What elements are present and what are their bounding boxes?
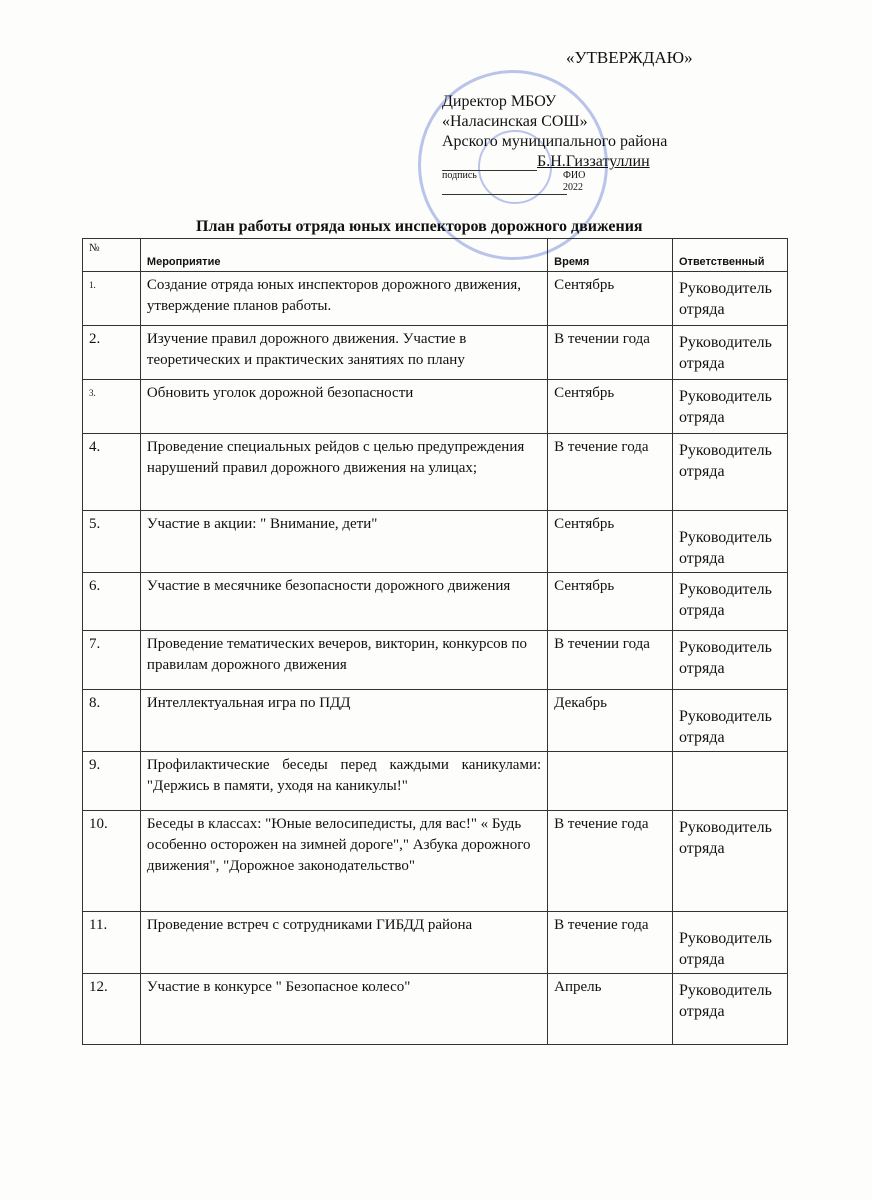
row-time: Сентябрь — [548, 380, 673, 434]
table-row — [83, 573, 788, 631]
row-time: В течении года — [548, 631, 673, 690]
row-responsible: Руководитель отряда — [673, 272, 788, 326]
row-event: Проведение специальных рейдов с целью предупреждения нарушений правил дорожного движения на улицах; — [140, 434, 547, 511]
row-responsible: Руководитель отряда — [673, 511, 788, 573]
row-number: 4. — [83, 434, 141, 511]
row-event: Проведение встреч с сотрудниками ГИБДД района — [140, 912, 547, 974]
row-number: 9. — [83, 752, 141, 811]
approval-line2: «Наласинская СОШ» — [442, 113, 588, 130]
row-number: 2. — [83, 326, 141, 380]
row-event: Интеллектуальная игра по ПДД — [140, 690, 547, 752]
row-time: Декабрь — [548, 690, 673, 752]
name-caption: ФИО — [563, 170, 586, 181]
document-title: План работы отряда юных инспекторов дорожного движения — [196, 218, 643, 235]
row-time: Сентябрь — [548, 511, 673, 573]
row-event: Участие в акции: " Внимание, дети" — [140, 511, 547, 573]
row-number: 7. — [83, 631, 141, 690]
row-number: 5. — [83, 511, 141, 573]
table-row — [83, 811, 788, 912]
row-event: Профилактические беседы перед каждыми каникулами: "Держись в памяти, уходя на каникулы!" — [140, 752, 547, 811]
row-responsible: Руководитель отряда — [673, 326, 788, 380]
approval-line1: Директор МБОУ — [442, 93, 557, 110]
row-time: Сентябрь — [548, 272, 673, 326]
row-number: 12. — [83, 974, 141, 1045]
approval-label: «УТВЕРЖДАЮ» — [566, 48, 693, 67]
table-row — [83, 326, 788, 380]
row-time: Сентябрь — [548, 573, 673, 631]
table-row — [83, 272, 788, 326]
row-responsible: Руководитель отряда — [673, 380, 788, 434]
row-number: 3. — [83, 380, 141, 434]
row-time: В течение года — [548, 434, 673, 511]
table-row — [83, 631, 788, 690]
row-responsible: Руководитель отряда — [673, 690, 788, 752]
table-row — [83, 690, 788, 752]
signer-name: Б.Н.Гиззатуллин — [537, 153, 650, 170]
col-number: № — [83, 239, 141, 272]
table-row — [83, 912, 788, 974]
row-time — [548, 752, 673, 811]
table-row — [83, 974, 788, 1045]
row-number: 11. — [83, 912, 141, 974]
row-time: В течении года — [548, 326, 673, 380]
row-number: 6. — [83, 573, 141, 631]
row-responsible: Руководитель отряда — [673, 631, 788, 690]
table-row — [83, 434, 788, 511]
row-event: Участие в конкурсе " Безопасное колесо" — [140, 974, 547, 1045]
table-row — [83, 752, 788, 811]
table-row — [83, 511, 788, 573]
date-line — [442, 194, 567, 195]
col-responsible: Ответственный — [673, 239, 788, 272]
row-event: Проведение тематических вечеров, викторин, конкурсов по правилам дорожного движения — [140, 631, 547, 690]
col-time: Время — [548, 239, 673, 272]
table-header — [83, 239, 788, 272]
row-responsible: Руководитель отряда — [673, 912, 788, 974]
row-number: 8. — [83, 690, 141, 752]
row-responsible: Руководитель отряда — [673, 434, 788, 511]
row-responsible — [673, 752, 788, 811]
row-responsible: Руководитель отряда — [673, 974, 788, 1045]
row-number: 10. — [83, 811, 141, 912]
row-time: В течение года — [548, 912, 673, 974]
row-responsible: Руководитель отряда — [673, 573, 788, 631]
table-row — [83, 380, 788, 434]
row-event: Изучение правил дорожного движения. Участие в теоретических и практических занятиях по плану — [140, 326, 547, 380]
row-event: Создание отряда юных инспекторов дорожного движения, утверждение планов работы. — [140, 272, 547, 326]
row-time: В течение года — [548, 811, 673, 912]
row-responsible: Руководитель отряда — [673, 811, 788, 912]
row-event: Беседы в классах: "Юные велосипедисты, для вас!" « Будь особенно осторожен на зимней дороге"," Азбука дорожного движения", "Дорожное законодательство" — [140, 811, 547, 912]
row-number: 1. — [83, 272, 141, 326]
row-event: Обновить уголок дорожной безопасности — [140, 380, 547, 434]
col-event: Мероприятие — [140, 239, 547, 272]
row-time: Апрель — [548, 974, 673, 1045]
approval-line3: Арского муниципального района — [442, 133, 668, 150]
signature-caption: подпись — [442, 170, 477, 181]
year: 2022 — [563, 182, 583, 193]
row-event: Участие в месячнике безопасности дорожного движения — [140, 573, 547, 631]
plan-table — [82, 238, 788, 1045]
